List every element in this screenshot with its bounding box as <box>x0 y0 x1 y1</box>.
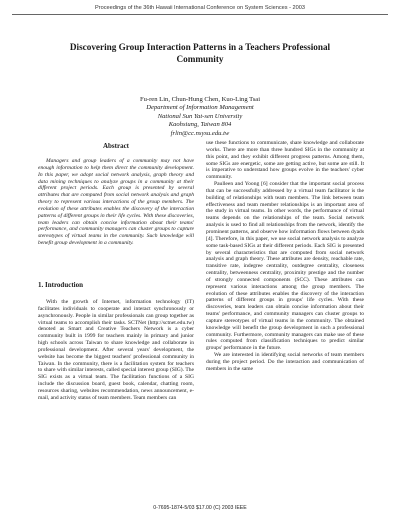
running-header: Proceedings of the 36th Hawaii International Conference on System Sciences - 2003 <box>95 5 305 11</box>
author-block <box>70 96 330 138</box>
body-paragraph-3: We are interested in identifying social networks of team members during the project period. Do the interaction and communication of members in the same <box>206 352 364 372</box>
author-email: frlin@cc.nsysu.edu.tw <box>170 129 230 137</box>
abstract-text: Managers and group leaders of a community may not have enough information to help them direct the community development. In this paper, we adopt social network analysis, graph theory and data mining techniques to analyze groups in a community at their different project periods. Each group is presented by several attributes that are computed from social network analysis and graph theory to represent various interactions of the group members. The evolution of these attributes enables the discovery of the interaction patterns of different groups in their life cycles. With these discoveries, team leaders can obtain concise information about their teams' performance, and community managers can cluster groups to capture stereotypes of virtual teams in the community. Such knowledge will benefit group development in a community. <box>38 158 194 247</box>
paper-title: Discovering Group Interaction Patterns in a Teachers Professional Community <box>69 42 331 64</box>
abstract-heading: Abstract <box>102 142 130 150</box>
section-heading-introduction: 1. Introduction <box>38 280 83 289</box>
author-department: Department of Information Management <box>146 104 254 112</box>
left-column <box>38 140 194 402</box>
page-footer: 0-7695-1874-5/03 $17.00 (C) 2003 IEEE <box>153 505 247 511</box>
header-rule <box>12 14 388 15</box>
body-paragraph-2: Paulleen and Yoong [6] consider that the important social process that can be successfully addressed by a virtual team facilitator is the building of relationships with team members. The link between team effectiveness and team member relationships is an important area of the study in virtual teams. In other words, the performance of virtual teams depends on the relationships of the team. Social network analysis is used to find all relationships from the network, identify the prominent patterns, and observe how information flows between dyads [4]. Therefore, in this paper, we use social network analysis to analyze some task-based SIGs at their different periods. Each SIG is presented by several characteristics that are computed from social network analysis and graph theory. These attributes are density, reachable rate, transitive rate, indegree centrality, outdegree centrality, closeness centrality, betweenness centrality, proximity prestige and the number of strongly connected components (SCC). These attributes can represent various interactions among the group members. The evolution of these attributes enables the discovery of the interaction patterns of different groups in groups' life cycles. With these discoveries, team leaders can obtain concise information about their teams' performance, and community managers can cluster groups to capture stereotypes of virtual teams in the community. The obtained knowledge will benefit the group development in such a professional community. Furthermore, community managers can make use of these rules computed from classification techniques to predict similar groups' performance in the future. <box>206 181 364 352</box>
right-column <box>206 140 364 373</box>
author-location: Kaohsiung, Taiwan 804 <box>168 121 232 129</box>
author-names: Fu-ren Lin, Chun-Hung Chen, Kuo-Ling Tsai <box>139 96 261 103</box>
intro-paragraph-1: With the growth of Internet, information technology (IT) facilitates individuals to cooperate and interact synchronously or asynchronously. People in similar professionals can group together as virtual teams to accomplish their tasks. SCTNet (http://sctnet.edu.tw) denoted as Smart and Creative Teachers Network is a cyber community built in 1999 for teachers mainly in primary and junior high schools across Taiwan to share knowledge and collaborate in professional development. After several years' development, the website has become the biggest teachers' professional community in Taiwan. In the community, there is a facilitation system for teachers to share with similar interests, called special interest group (SIG). The SIG exists as a virtual team. The facilitation functions of a SIG include the discussion board, guest book, calendar, chatting room, resources sharing, websites recommendation, news announcement, e-mail, and activity status of team members. Team members can <box>38 298 194 401</box>
body-paragraph-1: use these functions to communicate, share knowledge and collaborate works. There are more than three hundred SIGs in the community at this point, and they exhibit different progress patterns. Among them, some SIGs are energetic, some are getting active, but some are still. It is imperative to understand how groups evolve in the teachers' cyber community. <box>206 140 364 181</box>
author-university: National Sun Yat-sen University <box>157 112 243 120</box>
